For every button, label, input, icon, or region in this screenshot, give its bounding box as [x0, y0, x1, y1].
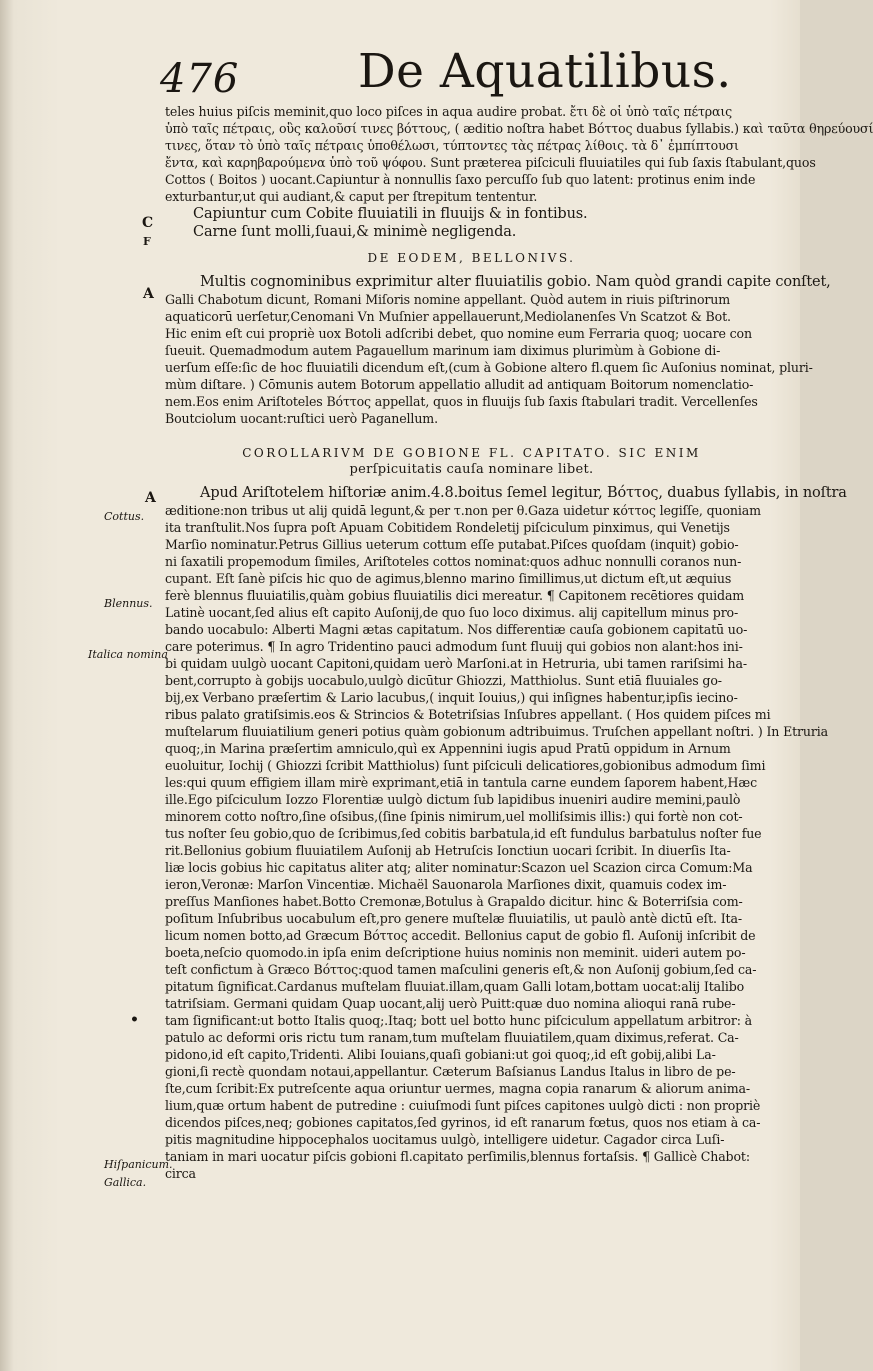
- text-line: patulo ac deformi oris rictu tum ranam,tum muſtelam fluuiatilem,quam diximus,referat. Ca-: [165, 1030, 739, 1045]
- text-line: Hic enim eſt cui propriè uox Botoli adſcribi debet, quo nomine eum Ferraria quoq; uocare con: [165, 326, 752, 341]
- text-line: tus noſter ſeu gobio,quo de ſcribimus,ſed cobitis barbatula,id eſt fundulus barbatulus noſter fue: [165, 826, 762, 841]
- text-line: ita tranſtulit.Nos ſupra poſt Apuam Cobitidem Rondeletij piſciculum pinximus, qui Venetijs: [165, 520, 730, 535]
- text-line: pitis magnitudine hippocephalos uocitamus uulgò, intelligere uidetur. Cagador circa Luſi-: [165, 1132, 725, 1147]
- section-mark-c: C: [142, 215, 154, 231]
- section-mark-a: A: [143, 286, 154, 302]
- text-line: Carne ſunt molli,ſuaui,& minimè negligenda.: [193, 224, 517, 240]
- text-line: preſſus Manſiones habet.Botto Cremonæ,Botulus à Grapaldo dicitur. hinc & Boterriſsia com-: [165, 894, 743, 909]
- text-line: bij,ex Verbano præſertim & Lario lacubus,( inquit Iouius,) qui inſignes habentur,ipſis iecino-: [165, 690, 738, 705]
- text-line: Marſio nominatur.Petrus Gillius ueterum cottum eſſe putabat.Piſces quoſdam (inquit) gobio-: [165, 537, 739, 552]
- text-line: circa: [165, 1166, 196, 1181]
- text-line: Latinè uocant,ſed alius eſt capito Auſonij,de quo ſuo loco diximus. alij capitellum minus pro-: [165, 605, 739, 620]
- text-line: tam ſignificant:ut botto Italis quoq;.Itaq; bott uel botto hunc piſciculum appellatum arbitror: à: [165, 1013, 753, 1028]
- text-line: boeta,neſcio quomodo.in ipſa enim deſcriptione huius nominis non meminit. uideri autem po-: [165, 945, 746, 960]
- text-line: ſte,cum ſcribit:Ex putreſcente aqua oriuntur uermes, magna copia ranarum & aliorum anima-: [165, 1081, 750, 1096]
- text-line: mùm diſtare. ) Cōmunis autem Botorum appellatio alludit ad antiquam Boitorum nomenclatio-: [165, 377, 754, 392]
- text-line: care poterimus. ¶ In agro Tridentino pauci admodum ſunt fluuij qui gobios non alant:hos ini-: [165, 639, 743, 654]
- text-line: quoq;,in Marina præſertim amniculo,quì ex Appennini iugis apud Pratū oppidum in Arnum: [165, 741, 731, 756]
- text-line: taniam in mari uocatur piſcis gobioni fl.capitato perſimilis,blennus fortaſsis. ¶ Gallicè Chabot:: [165, 1149, 750, 1164]
- text-line: pitatum ſignificat.Cardanus muſtelam fluuiat.illam,quam Galli lotam,bottam uocat:alij Italibo: [165, 979, 745, 994]
- text-line: lium,quæ ortum habent de putredine : cuiuſmodi ſunt piſces capitones uulgò dicti : non propriè: [165, 1098, 761, 1113]
- text-line: teſt confictum à Græco Βόττος:quod tamen maſculini generis eſt,& non Auſonij gobium,ſed ca-: [165, 962, 757, 977]
- text-line: les:qui quum effigiem illam mirè exprimant,etiā in tantula carne eundem ſaporem habent,Hæc: [165, 775, 757, 790]
- text-line: bi quidam uulgò uocant Capitoni,quidam uerò Marſoni.at in Hetruria, ubi tamen rariſsimi ha-: [165, 656, 747, 671]
- text-line: poſitum Inſubribus uocabulum eſt,pro genere muſtelæ fluuiatilis, ut paulò antè dictū eſt. Ita-: [165, 911, 742, 926]
- text-line: Multis cognominibus exprimitur alter fluuiatilis gobio. Nam quòd grandi capite conſtet,: [200, 274, 831, 290]
- text-line: teles huius piſcis meminit,quo loco piſces in aqua audire probat. ἔτι δὲ οἱ ὑπὸ ταῖς πέτραις: [165, 104, 733, 119]
- text-line: dicendos piſces,neq; gobiones capitatos,ſed gyrinos, id eſt ranarum fœtus, quos nos etiam à ca-: [165, 1115, 761, 1130]
- text-line: bent,corrupto à gobijs uocabulo,uulgò dicūtur Ghiozzi, Matthiolus. Sunt etiā fluuiales go-: [165, 673, 722, 688]
- text-line: ſueuit. Quemadmodum autem Pagauellum marinum iam diximus plurimùm à Gobione di-: [165, 343, 721, 358]
- margin-note-hispanicum: Hiſpanicum.: [104, 1158, 173, 1171]
- text-line: pidono,id eſt capito,Tridenti. Alibi Iouians,quaſi gobiani:ut goi quoq;,id eſt gobij,alibi La-: [165, 1047, 716, 1062]
- text-line: licum nomen botto,ad Græcum Βόττος accedit. Bellonius caput de gobio fl. Auſonij inſcribit de: [165, 928, 756, 943]
- text-line: euoluitur, Iochij ( Ghiozzi ſcribit Matthiolus) ſunt piſciculi delicatiores,gobionibus admodum ſimi: [165, 758, 766, 773]
- margin-note-cottus: Cottus.: [104, 510, 145, 523]
- bullet-mark: •: [130, 1012, 139, 1028]
- page-title: De Aquatilibus.: [358, 44, 732, 99]
- text-line: ribus palato gratiſsimis.eos & Strincios & Botetriſsias Inſubres appellant. ( Hos quidem piſces mi: [165, 707, 771, 722]
- text-line: cupant. Eſt ſanè piſcis hic quo de agimus,blenno marino ſimillimus,ut dictum eſt,ut æquius: [165, 571, 732, 586]
- text-line: muſtelarum fluuiatilium generi potius quàm gobionum adtribuimus. Truſchen appellant noſtri. ) In Etruria: [165, 724, 828, 739]
- margin-note-blennus: Blennus.: [104, 597, 153, 610]
- margin-note-gallica: Gallica.: [104, 1176, 147, 1189]
- corollary-heading: COROLLARIVM DE GOBIONE FL. CAPITATO. SIC ENIM: [242, 446, 701, 460]
- text-line: rit.Bellonius gobium fluuiatilem Auſonij ab Hetruſcis Ionctiun uocari ſcribit. In diuerſis Ita-: [165, 843, 731, 858]
- text-line: ἔντα, καὶ καρηβαρούμενα ὑπὸ τοῦ ψόφου. Sunt præterea piſciculi fluuiatiles qui ſub ſaxis ſtabulant,quos: [165, 155, 816, 170]
- text-line: τινες, ὅταν τὸ ὑπὸ ταῖς πέτραις ὑποθέλωσι, τύπτοντες τὰς πέτρας λίθοις. τὰ δ᾽ ἐμπίπτουσι: [165, 138, 739, 153]
- section-mark-f: F: [143, 235, 151, 248]
- section-heading: DE EODEM, BELLONIVS.: [367, 251, 576, 265]
- text-line: æditione:non tribus ut alij quidā legunt,& per τ.non per θ.Gaza uidetur κόττος legiſſe, quoniam: [165, 503, 761, 518]
- corollary-heading-sub: perſpicuitatis cauſa nominare libet.: [349, 462, 594, 477]
- text-line: Boutciolum uocant:ruſtici uerò Paganellum.: [165, 411, 438, 426]
- text-line: uerſum eſſe:ſic de hoc fluuiatili dicendum eſt,(cum à Gobione altero fl.quem ſic Auſonius nominat, pluri-: [165, 360, 813, 375]
- text-line: aquaticorū uerſetur,Cenomani Vn Muſnier appellauerunt,Mediolanenſes Vn Scatzot & Bot.: [165, 309, 731, 324]
- text-line: Cottos ( Βoitos ) uocant.Capiuntur à nonnullis ſaxo percuſſo ſub quo latent: protinus enim inde: [165, 172, 756, 187]
- text-line: ieron,Veronæ: Marſon Vincentiæ. Michaël Sauonarola Marſiones dixit, quamuis codex im-: [165, 877, 727, 892]
- section-mark-a: A: [145, 490, 156, 506]
- page-header: [0, 44, 800, 102]
- text-line: Capiuntur cum Cobite fluuiatili in fluuijs & in fontibus.: [193, 206, 588, 222]
- text-line: Apud Ariſtotelem hiſtoriæ anim.4.8.boitus ſemel legitur, Βόττος, duabus ſyllabis, in noſtra: [200, 485, 847, 501]
- text-line: minorem cotto noſtro,ſine oſsibus,(ſine ſpinis nimirum,uel molliſsimis illis:) qui fortè non cot-: [165, 809, 743, 824]
- text-line: exturbantur,ut qui audiant,& caput per ſtrepitum tententur.: [165, 189, 538, 204]
- text-line: ni ſaxatili propemodum ſimiles, Ariſtoteles cottos nominat:quos adhuc nonnulli coranos nun-: [165, 554, 742, 569]
- text-line: gioni,ſi rectè quondam notaui,appellantur. Cæterum Baſsianus Landus Italus in libro de pe-: [165, 1064, 736, 1079]
- text-line: ferè blennus fluuiatilis,quàm gobius fluuiatilis dici mereatur. ¶ Capitonem recētiores quidam: [165, 588, 745, 603]
- text-line: bando uocabulo: Alberti Magni ætas capitatum. Nos differentiæ cauſa gobionem capitatū uo-: [165, 622, 748, 637]
- page-number: 476: [160, 56, 240, 102]
- text-line: ille.Ego piſciculum Iozzo Florentiæ uulgò dictum ſub lapidibus inueniri audire memini,paulò: [165, 792, 741, 807]
- text-line: liæ locis gobius hic capitatus aliter atq; aliter nominatur:Scazon uel Scazion circa Comum:Ma: [165, 860, 753, 875]
- text-line: tatriſsiam. Germani quidam Quap uocant,alij uerò Puitt:quæ duo nomina alioqui ranā rube-: [165, 996, 736, 1011]
- text-line: nem.Eos enim Ariſtoteles Βόττος appellat, quos in fluuijs ſub ſaxis ſtabulari tradit. Vercellenſes: [165, 394, 758, 409]
- margin-note-italica: Italica nomina: [88, 648, 168, 661]
- text-line: ὑπὸ ταῖς πέτραις, οὓς καλοῦσί τινες βόττους, ( æditio noſtra habet Βόττος duabus ſyllabis.) καὶ ταῦτα θηρεύουσί: [165, 121, 873, 136]
- text-line: Galli Chabotum dicunt, Romani Miſoris nomine appellant. Quòd autem in riuis piſtrinorum: [165, 292, 731, 307]
